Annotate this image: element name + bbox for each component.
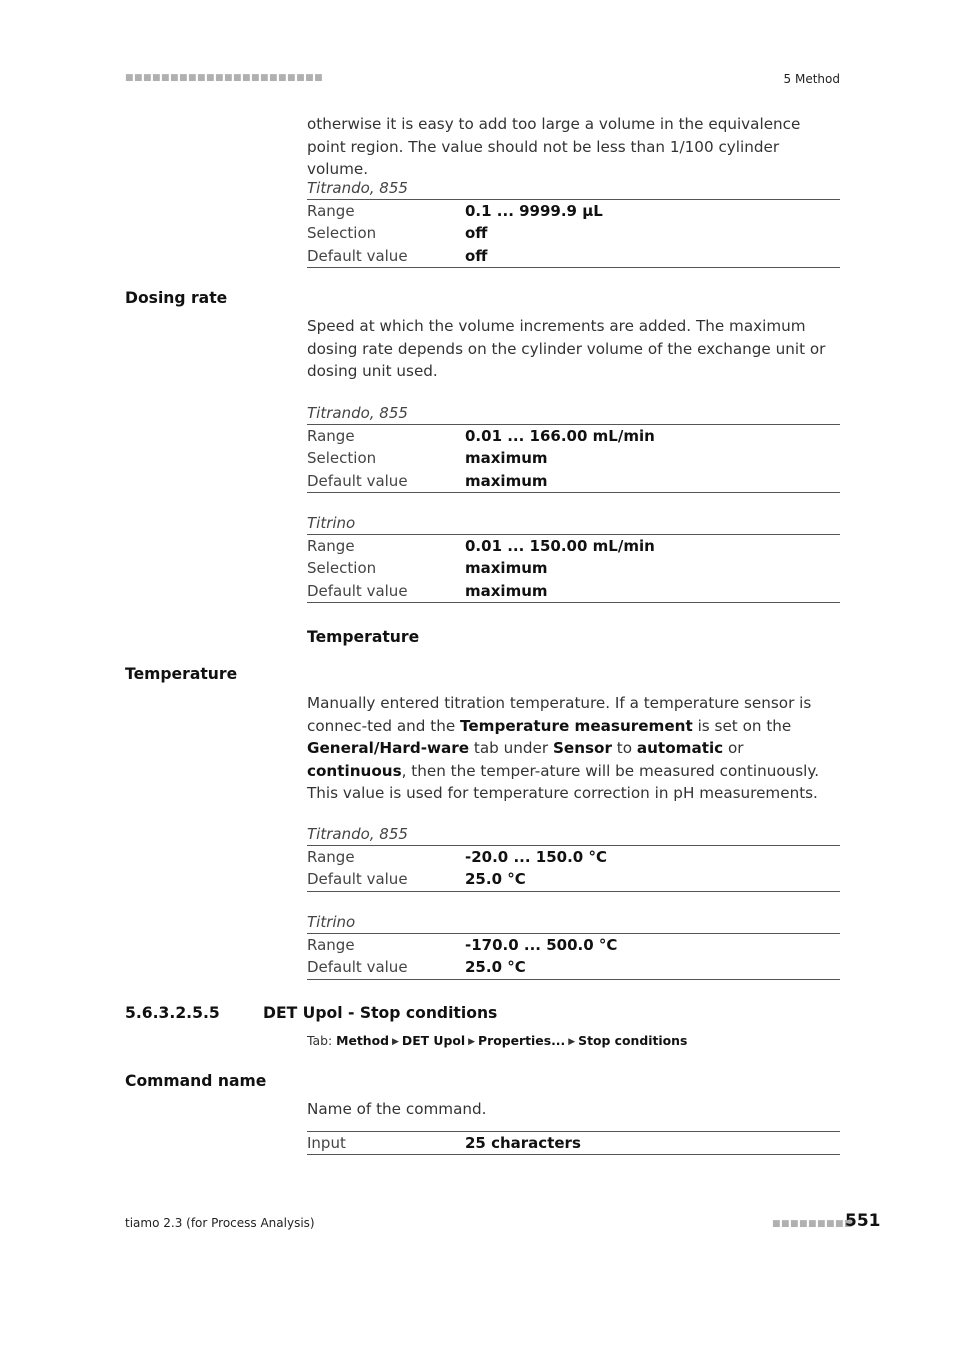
table-temperature-titrino xyxy=(307,911,840,980)
path-arrow-icon: ▶ xyxy=(568,1037,576,1047)
table-caption: Titrino xyxy=(307,512,840,535)
table-caption: Titrando, 855 xyxy=(307,402,840,425)
row-value: -170.0 ... 500.0 °C xyxy=(465,936,618,954)
row-key: Range xyxy=(307,202,355,220)
table-row xyxy=(307,222,840,244)
path-arrow-icon: ▶ xyxy=(391,1037,399,1047)
table-row xyxy=(307,868,840,890)
table-row xyxy=(307,557,840,579)
row-key: Default value xyxy=(307,958,408,977)
command-name-paragraph: Name of the command. xyxy=(307,1100,487,1118)
row-key: Default value xyxy=(307,581,408,600)
table-stop-volume xyxy=(307,177,840,268)
subheading-temperature: Temperature xyxy=(307,628,420,646)
row-key: Range xyxy=(307,936,355,954)
row-value: maximum xyxy=(465,449,548,468)
path-properties: Properties... xyxy=(478,1033,566,1048)
row-key: Default value xyxy=(307,870,408,889)
path-stop-conditions: Stop conditions xyxy=(578,1033,688,1048)
row-value: 0.01 ... 166.00 mL/min xyxy=(465,427,655,445)
table-row xyxy=(307,470,840,492)
row-key: Range xyxy=(307,537,355,555)
row-value: maximum xyxy=(465,581,548,600)
intro-paragraph: otherwise it is easy to add too large a volume in the equivalence point region. The value should not be less than 1/100 cylinder volume. xyxy=(307,115,801,179)
table-caption: Titrando, 855 xyxy=(307,823,840,846)
table-temperature-titrando xyxy=(307,823,840,892)
row-value: maximum xyxy=(465,471,548,490)
row-key: Selection xyxy=(307,449,377,468)
table-row xyxy=(307,425,840,447)
table-row xyxy=(307,956,840,978)
section-number: 5.6.3.2.5.5 xyxy=(125,1004,220,1022)
dosing-rate-paragraph: Speed at which the volume increments are added. The maximum dosing rate depends on the cylinder volume of the exchange unit or dosing unit used. xyxy=(307,317,826,381)
row-value: 25.0 °C xyxy=(465,870,526,889)
table-row xyxy=(307,934,840,956)
row-key: Default value xyxy=(307,471,408,490)
row-value: 0.01 ... 150.00 mL/min xyxy=(465,537,655,555)
row-value: 25 characters xyxy=(465,1134,581,1152)
temperature-paragraph: Manually entered titration temperature. If a temperature sensor is connec-ted and the Temperature measurement is set on the General/Hard-ware tab under Sensor to automatic or continuous, then the temper-ature will be measured continuously. This value is used for temperature correction in pH measurements. xyxy=(307,694,820,803)
path-det-upol: DET Upol xyxy=(401,1033,466,1048)
row-value: maximum xyxy=(465,559,548,578)
table-row xyxy=(307,535,840,557)
row-key: Selection xyxy=(307,224,377,243)
path-arrow-icon: ▶ xyxy=(468,1037,476,1047)
header-section-title: 5 Method xyxy=(783,72,840,86)
row-key: Input xyxy=(307,1134,346,1152)
tab-path: Tab: Method ▶ DET Upol ▶ Properties... ▶ Stop conditions xyxy=(307,1033,688,1048)
table-row xyxy=(307,1132,840,1154)
row-value: off xyxy=(465,224,488,243)
section-title: DET Upol - Stop conditions xyxy=(263,1004,498,1022)
table-row xyxy=(307,846,840,868)
page-number: 551 xyxy=(845,1211,881,1231)
row-value: -20.0 ... 150.0 °C xyxy=(465,848,607,866)
row-value: 0.1 ... 9999.9 µL xyxy=(465,202,603,220)
path-method: Method xyxy=(336,1033,389,1048)
row-key: Range xyxy=(307,427,355,445)
label-command-name: Command name xyxy=(125,1072,267,1090)
row-value: off xyxy=(465,246,488,265)
table-command-name xyxy=(307,1131,840,1155)
table-row xyxy=(307,580,840,602)
label-temperature: Temperature xyxy=(125,665,238,683)
row-key: Range xyxy=(307,848,355,866)
table-caption: Titrino xyxy=(307,911,840,934)
table-dosing-rate-titrino xyxy=(307,512,840,603)
table-row xyxy=(307,447,840,469)
row-key: Default value xyxy=(307,246,408,265)
table-row xyxy=(307,200,840,222)
row-value: 25.0 °C xyxy=(465,958,526,977)
table-dosing-rate-titrando xyxy=(307,402,840,493)
footer-decoration: ■■■■■■■■■ xyxy=(772,1219,854,1229)
header-decoration: ■■■■■■■■■■■■■■■■■■■■■■ xyxy=(125,73,324,83)
table-caption: Titrando, 855 xyxy=(307,177,840,200)
label-dosing-rate: Dosing rate xyxy=(125,289,228,307)
footer-product: tiamo 2.3 (for Process Analysis) xyxy=(125,1216,315,1230)
table-row xyxy=(307,245,840,267)
row-key: Selection xyxy=(307,559,377,578)
